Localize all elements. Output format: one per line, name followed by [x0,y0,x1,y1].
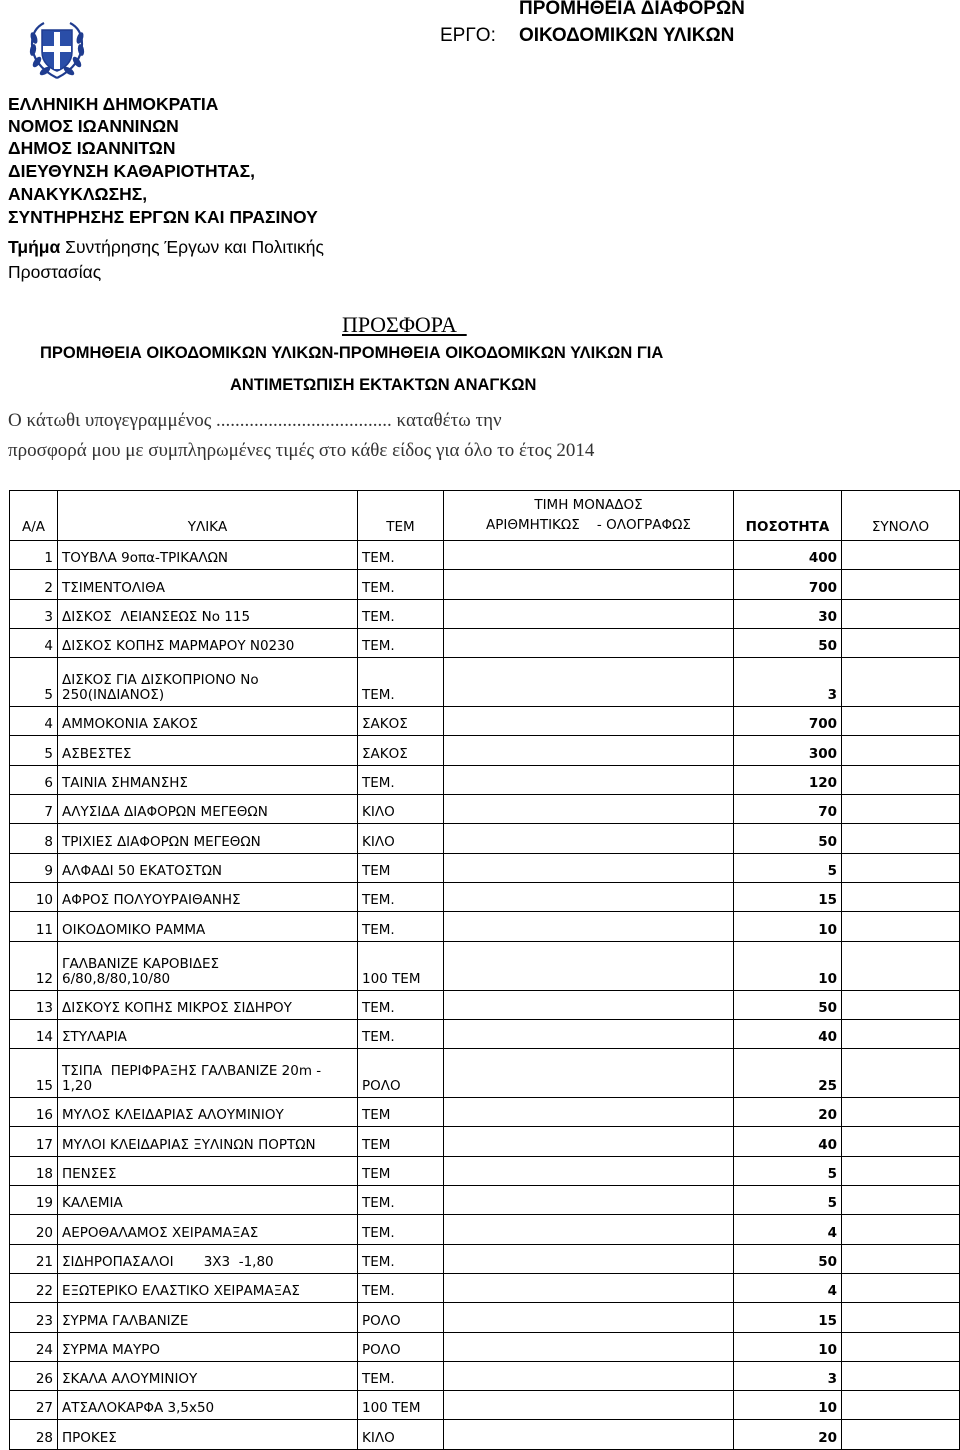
row-item: ΚΑΛΕΜΙΑ [58,1186,358,1215]
row-number: 10 [10,882,58,911]
header-quantity: ΠΟΣΟΤΗΤΑ [734,491,842,541]
row-number: 1 [10,541,58,570]
row-unit: ΚΙΛΟ [358,1420,444,1449]
row-unit-price[interactable] [444,795,734,824]
table-row [10,1215,960,1244]
project-label: ΕΡΓΟ: [440,25,496,46]
row-quantity: 300 [734,736,842,765]
table-row [10,795,960,824]
row-quantity: 700 [734,707,842,736]
row-quantity: 40 [734,1019,842,1048]
row-item: ΤΡΙΧΙΕΣ ΔΙΑΦΟΡΩΝ ΜΕΓΕΘΩΝ [58,824,358,853]
authority-line-5: ΑΝΑΚΥΚΛΩΣΗΣ, [8,184,148,204]
row-quantity: 10 [734,1332,842,1361]
declaration-line2: προσφορά μου με συμπληρωμένες τιμές στο κάθε είδος για όλο το έτος 2014 [8,440,595,461]
row-quantity: 4 [734,1273,842,1302]
row-item: ΠΡΟΚΕΣ [58,1420,358,1449]
row-item: ΤΑΙΝΙΑ ΣΗΜΑΝΣΗΣ [58,765,358,794]
row-unit: ΤΕΜ [358,1156,444,1185]
row-item: ΑΜΜΟΚΟΝΙΑ ΣΑΚΟΣ [58,707,358,736]
row-item: ΑΕΡΟΘΑΛΑΜΟΣ ΧΕΙΡΑΜΑΞΑΣ [58,1215,358,1244]
row-unit: ΤΕΜ. [358,1361,444,1390]
row-unit: ΤΕΜ. [358,628,444,657]
row-unit: ΤΕΜ [358,853,444,882]
row-number: 12 [10,941,58,990]
table-body [10,541,960,1450]
row-number: 28 [10,1420,58,1449]
row-number: 21 [10,1244,58,1273]
row-unit: ΤΕΜ. [358,990,444,1019]
authority-line-6: ΣΥΝΤΗΡΗΣΗΣ ΕΡΓΩΝ ΚΑΙ ΠΡΑΣΙΝΟΥ [8,207,318,227]
row-total[interactable] [842,990,960,1019]
row-unit: ΡΟΛΟ [358,1049,444,1098]
header-unit-price [444,491,734,541]
table-row [10,1361,960,1390]
row-number: 27 [10,1391,58,1420]
row-item: ΔΙΣΚΟΣ ΓΙΑ ΔΙΣΚΟΠΡΙΟΝΟ Νο 250(ΙΝΔΙΑΝΟΣ) [58,658,358,707]
row-total[interactable] [842,795,960,824]
row-quantity: 15 [734,882,842,911]
offer-heading: ΠΡΟΣΦΟΡΑ [342,312,467,337]
row-total[interactable] [842,1215,960,1244]
row-quantity: 5 [734,1156,842,1185]
row-quantity: 50 [734,1244,842,1273]
row-total[interactable] [842,1098,960,1127]
row-number: 11 [10,912,58,941]
row-total[interactable] [842,1127,960,1156]
row-unit-price[interactable] [444,1127,734,1156]
row-quantity: 50 [734,824,842,853]
row-unit-price[interactable] [444,1273,734,1302]
row-unit-price[interactable] [444,1156,734,1185]
row-unit: ΡΟΛΟ [358,1303,444,1332]
row-unit-price[interactable] [444,941,734,990]
row-number: 17 [10,1127,58,1156]
row-item: ΕΞΩΤΕΡΙΚΟ ΕΛΑΣΤΙΚΟ ΧΕΙΡΑΜΑΞΑΣ [58,1273,358,1302]
row-total[interactable] [842,628,960,657]
table-row [10,1391,960,1420]
table-row [10,1332,960,1361]
authority-line-3: ΔΗΜΟΣ ΙΩΑΝΝΙΤΩΝ [8,138,176,158]
project-title-line2: ΟΙΚΟΔΟΜΙΚΩΝ ΥΛΙΚΩΝ [519,25,735,46]
row-item: ΤΣΙΜΕΝΤΟΛΙΘΑ [58,570,358,599]
row-item: ΓΑΛΒΑΝΙΖΕ ΚΑΡΟΒΙΔΕΣ 6/80,8/80,10/80 [58,941,358,990]
row-unit: 100 ΤΕΜ [358,941,444,990]
table-row [10,941,960,990]
table-row [10,658,960,707]
row-item: ΤΟΥΒΛΑ 9οπα-ΤΡΙΚΑΛΩΝ [58,541,358,570]
row-unit-price[interactable] [444,1019,734,1048]
row-total[interactable] [842,824,960,853]
row-unit-price[interactable] [444,824,734,853]
row-unit: ΤΕΜ. [358,599,444,628]
row-unit: ΤΕΜ [358,1127,444,1156]
row-quantity: 10 [734,1391,842,1420]
table-row [10,1019,960,1048]
row-unit-price[interactable] [444,1361,734,1390]
row-quantity: 4 [734,1215,842,1244]
row-number: 18 [10,1156,58,1185]
row-item: ΣΥΡΜΑ ΜΑΥΡΟ [58,1332,358,1361]
row-quantity: 20 [734,1098,842,1127]
row-number: 24 [10,1332,58,1361]
row-quantity: 10 [734,941,842,990]
row-unit: ΤΕΜ. [358,1244,444,1273]
row-number: 5 [10,658,58,707]
row-total[interactable] [842,941,960,990]
row-item: ΣΤΥΛΑΡΙΑ [58,1019,358,1048]
row-unit-price[interactable] [444,1303,734,1332]
row-total[interactable] [842,1273,960,1302]
greek-coat-of-arms-icon [26,18,88,82]
row-item: ΟΙΚΟΔΟΜΙΚΟ ΡΑΜΜΑ [58,912,358,941]
row-total[interactable] [842,658,960,707]
table-row [10,599,960,628]
row-unit: ΤΕΜ [358,1098,444,1127]
table-row [10,1186,960,1215]
table-row [10,1273,960,1302]
row-unit-price[interactable] [444,853,734,882]
row-total[interactable] [842,1186,960,1215]
table-row [10,1420,960,1449]
project-title-line1: ΠΡΟΜΗΘΕΙΑ ΔΙΑΦΟΡΩΝ [519,0,745,19]
row-number: 4 [10,707,58,736]
row-total[interactable] [842,912,960,941]
row-item: ΤΣΙΠΑ ΠΕΡΙΦΡΑΞΗΣ ΓΑΛΒΑΝΙΖΕ 20m - 1,20 [58,1049,358,1098]
row-number: 4 [10,628,58,657]
row-quantity: 5 [734,1186,842,1215]
row-quantity: 50 [734,990,842,1019]
department-line-2: Προστασίας [8,262,102,282]
table-row [10,628,960,657]
table-row [10,1127,960,1156]
table-row [10,1303,960,1332]
row-quantity: 700 [734,570,842,599]
row-total[interactable] [842,1156,960,1185]
row-item: ΑΤΣΑΛΟΚΑΡΦΑ 3,5x50 [58,1391,358,1420]
declaration-line1: Ο κάτωθι υπογεγραμμένος ..................................... καταθέτω την [8,410,502,431]
row-unit: ΤΕΜ. [358,541,444,570]
row-number: 23 [10,1303,58,1332]
row-total[interactable] [842,599,960,628]
row-total[interactable] [842,882,960,911]
row-unit-price[interactable] [444,1332,734,1361]
row-total[interactable] [842,765,960,794]
row-total[interactable] [842,1019,960,1048]
row-unit-price[interactable] [444,765,734,794]
row-item: ΔΙΣΚΟΣ ΛΕΙΑΝΣΕΩΣ Νο 115 [58,599,358,628]
offer-subject-line2: ΑΝΤΙΜΕΤΩΠΙΣΗ ΕΚΤΑΚΤΩΝ ΑΝΑΓΚΩΝ [230,376,537,394]
row-total[interactable] [842,1303,960,1332]
row-item: ΣΙΔΗΡΟΠΑΣΑΛΟΙ 3Χ3 -1,80 [58,1244,358,1273]
row-quantity: 25 [734,1049,842,1098]
row-unit: ΤΕΜ. [358,1019,444,1048]
row-unit: ΤΕΜ. [358,765,444,794]
row-number: 5 [10,736,58,765]
row-unit-price[interactable] [444,1391,734,1420]
row-unit-price[interactable] [444,1244,734,1273]
table-row [10,570,960,599]
row-number: 16 [10,1098,58,1127]
row-unit: ΤΕΜ. [358,1215,444,1244]
table-header-row [10,491,960,541]
header-unit-price-sub: ΑΡΙΘΜΗΤΙΚΩΣ - ΟΛΟΓΡΑΦΩΣ [486,517,691,533]
table-row [10,1098,960,1127]
row-total[interactable] [842,853,960,882]
table-row [10,1156,960,1185]
row-item: ΣΚΑΛΑ ΑΛΟΥΜΙΝΙΟΥ [58,1361,358,1390]
row-number: 20 [10,1215,58,1244]
header-unit: ΤΕΜ [358,491,444,541]
row-number: 7 [10,795,58,824]
row-total[interactable] [842,541,960,570]
row-unit-price[interactable] [444,1215,734,1244]
row-total[interactable] [842,707,960,736]
row-item: ΜΥΛΟΙ ΚΛΕΙΔΑΡΙΑΣ ΞΥΛΙΝΩΝ ΠΟΡΤΩΝ [58,1127,358,1156]
table-row [10,912,960,941]
row-item: ΣΥΡΜΑ ΓΑΛΒΑΝΙΖΕ [58,1303,358,1332]
row-unit-price[interactable] [444,990,734,1019]
row-unit-price[interactable] [444,912,734,941]
row-quantity: 15 [734,1303,842,1332]
row-total[interactable] [842,736,960,765]
department-line [8,237,324,258]
row-item: ΑΛΦΑΔΙ 50 ΕΚΑΤΟΣΤΩΝ [58,853,358,882]
row-item: ΑΦΡΟΣ ΠΟΛΥΟΥΡΑΙΘΑΝΗΣ [58,882,358,911]
row-unit: ΣΑΚΟΣ [358,736,444,765]
row-item: ΔΙΣΚΟΣ ΚΟΠΗΣ ΜΑΡΜΑΡΟΥ Ν0230 [58,628,358,657]
row-unit: ΤΕΜ. [358,570,444,599]
table-row [10,541,960,570]
row-unit: ΤΕΜ. [358,1186,444,1215]
row-unit-price[interactable] [444,1049,734,1098]
row-quantity: 10 [734,912,842,941]
row-quantity: 3 [734,658,842,707]
authority-line-4: ΔΙΕΥΘΥΝΣΗ ΚΑΘΑΡΙΟΤΗΤΑΣ, [8,161,256,181]
table-row [10,736,960,765]
row-unit-price[interactable] [444,1420,734,1449]
items-table [9,490,960,1450]
row-total[interactable] [842,1332,960,1361]
table-row [10,824,960,853]
row-total[interactable] [842,1391,960,1420]
header-total: ΣΥΝΟΛΟ [842,491,960,541]
row-unit-price[interactable] [444,599,734,628]
row-number: 9 [10,853,58,882]
row-unit-price[interactable] [444,541,734,570]
header-item: ΥΛΙΚΑ [58,491,358,541]
authority-line-1: ΕΛΛΗΝΙΚΗ ΔΗΜΟΚΡΑΤΙΑ [8,94,219,114]
row-unit-price[interactable] [444,882,734,911]
table-row [10,707,960,736]
row-quantity: 20 [734,1420,842,1449]
row-unit: ΤΕΜ. [358,1273,444,1302]
table-row [10,990,960,1019]
row-unit-price[interactable] [444,1186,734,1215]
row-unit: ΚΙΛΟ [358,795,444,824]
department-label: Τμήμα [8,237,61,257]
row-item: ΑΣΒΕΣΤΕΣ [58,736,358,765]
row-total[interactable] [842,1244,960,1273]
row-unit: 100 ΤΕΜ [358,1391,444,1420]
row-item: ΜΥΛΟΣ ΚΛΕΙΔΑΡΙΑΣ ΑΛΟΥΜΙΝΙΟΥ [58,1098,358,1127]
row-total[interactable] [842,570,960,599]
row-number: 3 [10,599,58,628]
row-number: 8 [10,824,58,853]
row-quantity: 400 [734,541,842,570]
row-quantity: 40 [734,1127,842,1156]
row-quantity: 5 [734,853,842,882]
row-unit: ΤΕΜ. [358,912,444,941]
table-row [10,882,960,911]
row-unit: ΚΙΛΟ [358,824,444,853]
row-number: 2 [10,570,58,599]
row-unit-price[interactable] [444,570,734,599]
row-unit-price[interactable] [444,736,734,765]
header-aa: Α/Α [10,491,58,541]
row-item: ΔΙΣΚΟΥΣ ΚΟΠΗΣ ΜΙΚΡΟΣ ΣΙΔΗΡΟΥ [58,990,358,1019]
row-item: ΠΕΝΣΕΣ [58,1156,358,1185]
row-number: 22 [10,1273,58,1302]
row-unit: ΤΕΜ. [358,882,444,911]
table-row [10,1049,960,1098]
row-quantity: 70 [734,795,842,824]
table-row [10,765,960,794]
row-unit-price[interactable] [444,1098,734,1127]
row-unit-price[interactable] [444,658,734,707]
row-number: 26 [10,1361,58,1390]
authority-line-2: ΝΟΜΟΣ ΙΩΑΝΝΙΝΩΝ [8,116,179,136]
row-unit: ΣΑΚΟΣ [358,707,444,736]
row-unit-price[interactable] [444,628,734,657]
department-name: Συντήρησης Έργων και Πολιτικής [60,237,324,257]
row-quantity: 3 [734,1361,842,1390]
table-row [10,853,960,882]
row-number: 13 [10,990,58,1019]
row-unit: ΤΕΜ. [358,658,444,707]
table-row [10,1244,960,1273]
row-quantity: 50 [734,628,842,657]
row-unit-price[interactable] [444,707,734,736]
header-unit-price-title: ΤΙΜΗ ΜΟΝΑΔΟΣ [534,497,643,513]
row-quantity: 120 [734,765,842,794]
row-number: 15 [10,1049,58,1098]
row-quantity: 30 [734,599,842,628]
row-number: 14 [10,1019,58,1048]
row-total[interactable] [842,1420,960,1449]
row-unit: ΡΟΛΟ [358,1332,444,1361]
row-total[interactable] [842,1361,960,1390]
row-number: 19 [10,1186,58,1215]
offer-subject-line1: ΠΡΟΜΗΘΕΙΑ ΟΙΚΟΔΟΜΙΚΩΝ ΥΛΙΚΩΝ-ΠΡΟΜΗΘΕΙΑ ΟΙΚΟΔΟΜΙΚΩΝ ΥΛΙΚΩΝ ΓΙΑ [40,344,664,362]
row-total[interactable] [842,1049,960,1098]
row-item: ΑΛΥΣΙΔΑ ΔΙΑΦΟΡΩΝ ΜΕΓΕΘΩΝ [58,795,358,824]
row-number: 6 [10,765,58,794]
